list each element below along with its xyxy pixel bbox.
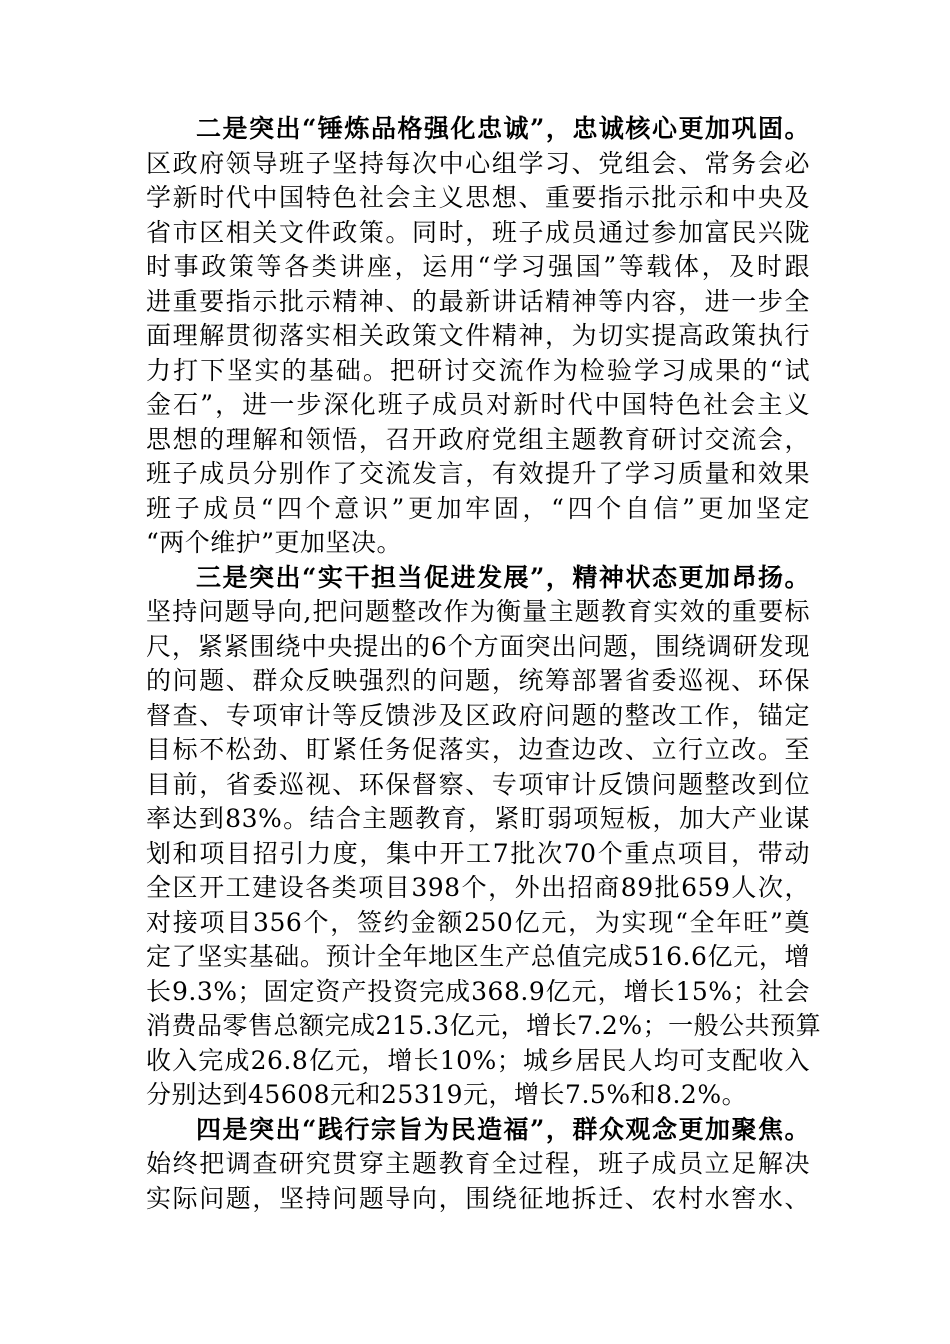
paragraph-line: “两个维护”更加坚决。 <box>146 528 403 557</box>
paragraph-line: 消费品零售总额完成215.3亿元，增长7.2%；一般公共预算 <box>146 1011 822 1040</box>
paragraph-line: 分别达到45608元和25319元，增长7.5%和8.2%。 <box>146 1080 748 1109</box>
paragraph-line: 的问题、群众反映强烈的问题，统筹部署省委巡视、环保 <box>146 666 810 695</box>
paragraph-line: 定了坚实基础。预计全年地区生产总值完成516.6亿元，增 <box>146 942 810 971</box>
paragraph-line: 目标不松劲、盯紧任务促落实，边查边改、立行立改。至 <box>146 735 810 764</box>
paragraph-line: 划和项目招引力度，集中开工7批次70个重点项目，带动 <box>146 838 810 868</box>
paragraph-line: 始终把调查研究贯穿主题教育全过程，班子成员立足解决 <box>146 1149 810 1178</box>
paragraph-line: 长9.3%；固定资产投资完成368.9亿元，增长15%；社会 <box>146 976 810 1006</box>
paragraph-line: 收入完成26.8亿元，增长10%；城乡居民人均可支配收入 <box>146 1045 810 1075</box>
section-heading-4: 四是突出“践行宗旨为民造福”，群众观念更加聚焦。 <box>196 1114 810 1144</box>
paragraph-line: 力打下坚实的基础。把研讨交流作为检验学习成果的“试 <box>146 355 810 385</box>
paragraph-line: 目前，省委巡视、环保督察、专项审计反馈问题整改到位 <box>146 769 810 799</box>
paragraph-line: 进重要指示批示精神、的最新讲话精神等内容，进一步全 <box>146 286 810 316</box>
paragraph-line: 督查、专项审计等反馈涉及区政府问题的整改工作，锚定 <box>146 700 810 730</box>
paragraph-line: 班子成员“四个意识”更加牢固，“四个自信”更加坚定 <box>146 493 810 523</box>
paragraph-line: 坚持问题导向,把问题整改作为衡量主题教育实效的重要标 <box>146 597 810 626</box>
paragraph-line: 实际问题，坚持问题导向，围绕征地拆迁、农村水窖水、 <box>146 1183 810 1213</box>
paragraph-line: 尺，紧紧围绕中央提出的6个方面突出问题，围绕调研发现 <box>146 631 810 661</box>
document-body <box>146 112 822 1216</box>
paragraph-line: 思想的理解和领悟，召开政府党组主题教育研讨交流会， <box>146 424 810 454</box>
paragraph-line: 时事政策等各类讲座，运用“学习强国”等载体，及时跟 <box>146 252 810 281</box>
paragraph-line: 面理解贯彻落实相关政策文件精神，为切实提高政策执行 <box>146 321 810 350</box>
paragraph-line: 对接项目356个，签约金额250亿元，为实现“全年旺”奠 <box>146 907 810 937</box>
paragraph-line: 全区开工建设各类项目398个，外出招商89批659人次， <box>146 873 810 902</box>
paragraph-line: 学新时代中国特色社会主义思想、重要指示批示和中央及 <box>146 183 810 212</box>
section-heading-3: 三是突出“实干担当促进发展”，精神状态更加昂扬。 <box>196 562 810 592</box>
section-heading-2: 二是突出“锤炼品格强化忠诚”，忠诚核心更加巩固。 <box>196 114 810 143</box>
paragraph-line: 区政府领导班子坚持每次中心组学习、党组会、常务会必 <box>146 148 810 178</box>
paragraph-line: 省市区相关文件政策。同时，班子成员通过参加富民兴陇 <box>146 217 810 247</box>
paragraph-line: 率达到83%。结合主题教育，紧盯弱项短板，加大产业谋 <box>146 804 810 833</box>
paragraph-line: 金石”，进一步深化班子成员对新时代中国特色社会主义 <box>146 390 810 419</box>
paragraph-line: 班子成员分别作了交流发言，有效提升了学习质量和效果 <box>146 459 810 488</box>
